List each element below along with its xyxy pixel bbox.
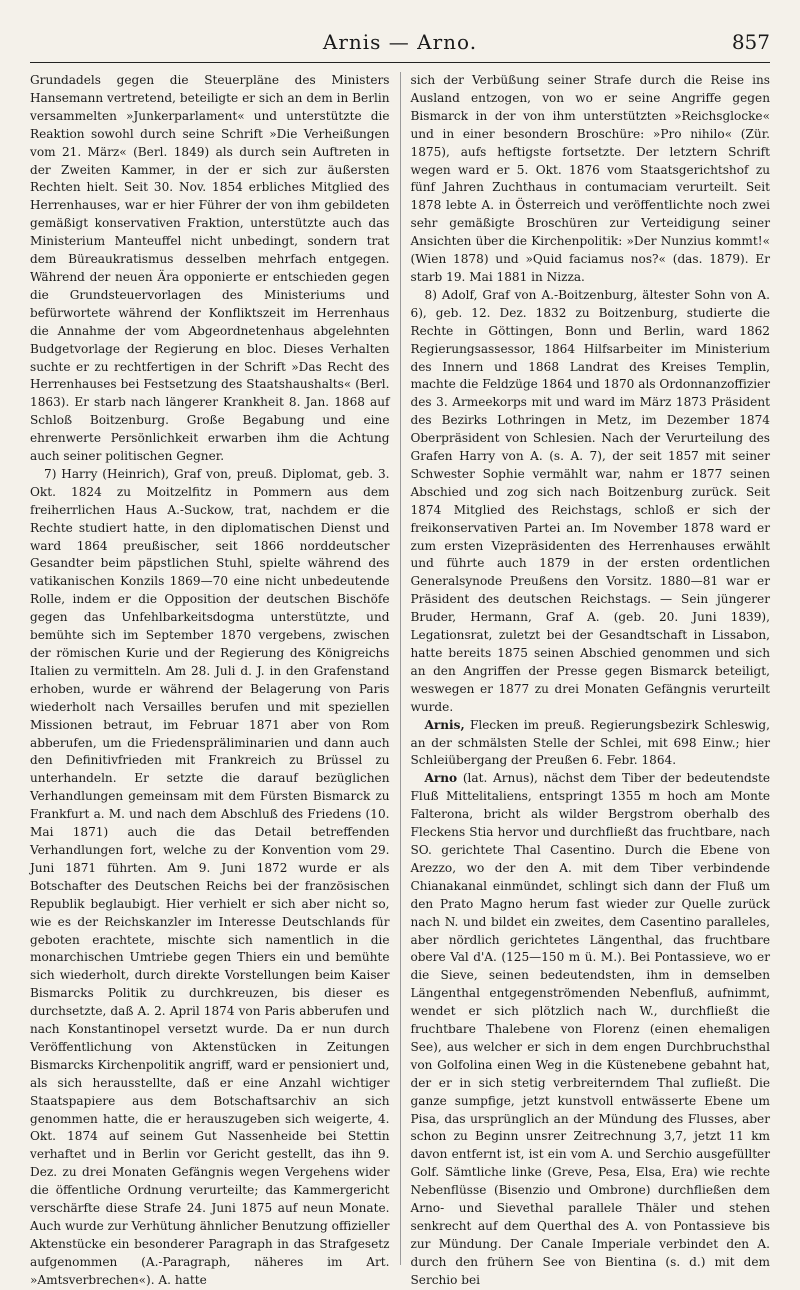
- paragraph-continuation-right: sich der Verbüßung seiner Strafe durch die Reise ins Ausland entzogen, von wo er seine Angriffe gegen Bismarck in der von ihm unterstützten »Reichsglocke« und in einer besondern Broschüre: »Pro nihilo« (Zür. 1875), aufs heftigste fortsetzte. Der letztern Schrift wegen ward er 5. Okt. 1876 vom Staatsgerichtshof zu fünf Jahren Zuchthaus in contumaciam verurteilt. Seit 1878 lebte A. in Österreich und veröffentlichte noch zwei sehr gemäßigte Broschüren zur Verteidigung seiner Ansichten über die Kirchenpolitik: »Der Nunzius kommt!« (Wien 1878) und »Quid faciamus nos?« (das. 1879). Er starb 19. Mai 1881 in Nizza.: [410, 73, 770, 284]
- paragraph-continuation: Grundadels gegen die Steuerpläne des Ministers Hansemann vertretend, beteiligte er sich an dem in Berlin versammelten »Junkerparlament« und unterstützte die Reaktion sowohl durch seine Schrift »Die Verheißungen vom 21. März« (Berl. 1849) als durch sein Auftreten in der Zweiten Kammer, in der er sich zur äußersten Rechten hielt. Seit 30. Nov. 1854 erbliches Mitglied des Herrenhauses, war er hier Führer der von ihm gebildeten gemäßigt konservativen Fraktion, unterstützte auch das Ministerium Manteuffel nicht unbedingt, sondern trat dem Büreaukratismus desselben mehrfach entgegen. Während der neuen Ära opponierte er entschieden gegen die Grundsteuervorlagen des Ministeriums und befürwortete während der Konfliktszeit im Herrenhaus die Annahme der vom Abgeordnetenhaus abgelehnten Budgetvorlage der Regierung en bloc. Dieses Verhalten suchte er zu rechtfertigen in der Schrift »Das Recht des Herrenhauses bei Festsetzung des Staatshaushalts« (Berl. 1863). Er starb nach längerer Krankheit 8. Jan. 1868 auf Schloß Boitzenburg. Große Begabung und eine ehrenwerte Persönlichkeit erwarben ihm die Achtung auch seiner politischen Gegner.: [30, 73, 390, 464]
- paragraph-entry-harry: 7) Harry (Heinrich), Graf von, preuß. Diplomat, geb. 3. Okt. 1824 zu Moitzelfitz in Pommern aus dem freiherrlichen Haus A.-Suckow, trat, nachdem er die Rechte studiert hatte, in den diplomatischen Dienst und ward 1864 preußischer, seit 1866 norddeutscher Gesandter beim päpstlichen Stuhl, spielte während des vatikanischen Konzils 1869—70 eine nicht unbedeutende Rolle, indem er die Opposition der deutschen Bischöfe gegen das Unfehlbarkeitsdogma unterstützte, und bemühte sich im September 1870 vergebens, zwischen der römischen Kurie und der Regierung des Königreichs Italien zu vermitteln. Am 28. Juli d. J. in den Grafenstand erhoben, wurde er während der Belagerung von Paris wiederholt nach Versailles berufen und mit speziellen Missionen betraut, im Februar 1871 aber von Rom abberufen, um die Friedenspräliminarien und dann auch den Definitivfrieden mit Frankreich zu Brüssel zu unterhandeln. Er setzte die darauf bezüglichen Verhandlungen gemeinsam mit dem Fürsten Bismarck zu Frankfurt a. M. und nach dem Abschluß des Friedens (10. Mai 1871) auch die das Detail betreffenden Verhandlungen fort, welche zu der Konvention vom 29. Juni 1871 führten. Am 9. Juni 1872 wurde er als Botschafter des Deutschen Reichs bei der französischen Republik beglaubigt. Hier verhielt er sich aber nicht so, wie es der Reichskanzler im Interesse Deutschlands für geboten erachtete, mischte sich namentlich in die monarchischen Umtriebe gegen Thiers ein und bemühte sich wiederholt, durch direkte Vorstellungen beim Kaiser Bismarcks Politik zu durchkreuzen, bis dieser es durchsetzte, daß A. 2. April 1874 von Paris abberufen und nach Konstantinopel versetzt wurde. Da er nun durch Veröffentlichung von Aktenstücken in Zeitungen Bismarcks Kirchenpolitik angriff, ward er pensioniert und, als sich herausstellte, daß er eine Anzahl wichtiger Staatspapiere aus dem Botschaftsarchiv an sich genommen hatte, die er herauszugeben sich weigerte, 4. Okt. 1874 auf seinem Gut Nassenheide bei Stettin verhaftet und in Berlin vor Gericht gestellt, das ihn 9. Dez. zu drei Monaten Gefängnis wegen Vergehens wider die öffentliche Ordnung verurteilte; das Kammergericht verschärfte diese Strafe 24. Juni 1875 auf neun Monate. Auch wurde zur Verhütung ähnlicher Benutzung offizieller Aktenstücke ein besonderer Paragraph in das Strafgesetz aufgenommen (A.-Paragraph, näheres im Art. »Amtsverbrechen«). A. hatte: [30, 466, 390, 1287]
- right-column: [400, 72, 771, 1287]
- page-header: [30, 26, 770, 63]
- entry-arnis: [411, 717, 771, 771]
- running-title: Arnis — Arno.: [322, 30, 478, 54]
- paragraph-entry-adolf: 8) Adolf, Graf von A.-Boitzenburg, ältester Sohn von A. 6), geb. 12. Dez. 1832 zu Boitzenburg, studierte die Rechte in Göttingen, Bonn und Berlin, ward 1862 Regierungsassessor, 1864 Hilfsarbeiter im Ministerium des Innern und 1868 Landrat des Kreises Templin, machte die Feldzüge 1864 und 1870 als Ordonnanzoffizier des 3. Armeekorps mit und ward im März 1873 Präsident des Bezirks Lothringen in Metz, im Dezember 1874 Oberpräsident von Schlesien. Nach der Verurteilung des Grafen Harry von A. (s. A. 7), der seit 1857 mit seiner Schwester Sophie vermählt war, nahm er 1877 seinen Abschied und zog sich nach Boitzenburg zurück. Seit 1874 Mitglied des Reichstags, schloß er sich der freikonservativen Partei an. Im November 1878 ward er zum ersten Vizepräsidenten des Herrenhauses erwählt und führte auch 1879 in der ersten ordentlichen Generalsynode Preußens den Vorsitz. 1880—81 war er Präsident des deutschen Reichstags. — Sein jüngerer Bruder, Hermann, Graf A. (geb. 20. Juni 1839), Legationsrat, zuletzt bei der Gesandtschaft in Lissabon, hatte bereits 1875 seinen Abschied genommen und sich an den Angriffen der Presse gegen Bismarck beteiligt, weswegen er 1877 zu drei Monaten Gefängnis verurteilt wurde.: [410, 287, 770, 714]
- entry-arno-text: (lat. Arnus), nächst dem Tiber der bedeutendste Fluß Mittelitaliens, entspringt 1355 m hoch am Monte Falterona, bricht als wilder Bergstrom oberhalb des Fleckens Stia hervor und durchfließt das fruchtbare, nach SO. gerichtete Thal Casentino. Durch die Ebene von Arezzo, wo der den A. mit dem Tiber verbindende Chianakanal einmündet, schlingt sich dann der Fluß um den Prato Magno herum fast wieder zur Quelle zurück nach N. und bildet ein zweites, dem Casentino paralleles, aber nördlich gerichtetes Längenthal, das fruchtbare obere Val d'A. (125—150 m ü. M.). Bei Pontassieve, wo er die Sieve, seinen bedeutendsten, ihm in demselben Längenthal entgegenströmenden Nebenfluß, aufnimmt, wendet er sich plötzlich nach W., durchfließt die fruchtbare Thalebene von Florenz (einen ehemaligen See), aus welcher er sich in dem engen Durchbruchsthal von Golfolina einen Weg in die Küstenebene gebahnt hat, der er in sich stetig verbreiterndem Thal zufließt. Die ganze sumpfige, jetzt kunstvoll entwässerte Ebene um Pisa, das ursprünglich an der Mündung des Flusses, aber schon zu Beginn unsrer Zeitrechnung 3,7, jetzt 11 km davon entfernt ist, ist ein vom A. und Serchio ausgefüllter Golf. Sämtliche linke (Greve, Pesa, Elsa, Era) wie rechte Nebenflüsse (Bisenzio und Ombrone) durchfließen dem Arno- und Sievethal parallele Thäler und stehen senkrecht auf dem Querthal des A. von Pontassieve bis zur Mündung. Der Canale Imperiale verbindet den A. durch den frühern See von Bientina (s. d.) mit dem Serchio bei: [410, 771, 770, 1287]
- lemma-arnis: Arnis,: [424, 717, 465, 732]
- entry-arno: [411, 770, 771, 1289]
- page-number: 857: [731, 30, 770, 54]
- entry-arnis-text: Flecken im preuß. Regierungsbezirk Schleswig, an der schmälsten Stelle der Schlei, mit 698 Einw.; hier Schleiübergang der Preußen 6. Febr. 1864.: [410, 717, 770, 768]
- lemma-arno: Arno: [424, 771, 458, 786]
- text-columns: [30, 72, 770, 1287]
- left-column: [30, 72, 400, 1287]
